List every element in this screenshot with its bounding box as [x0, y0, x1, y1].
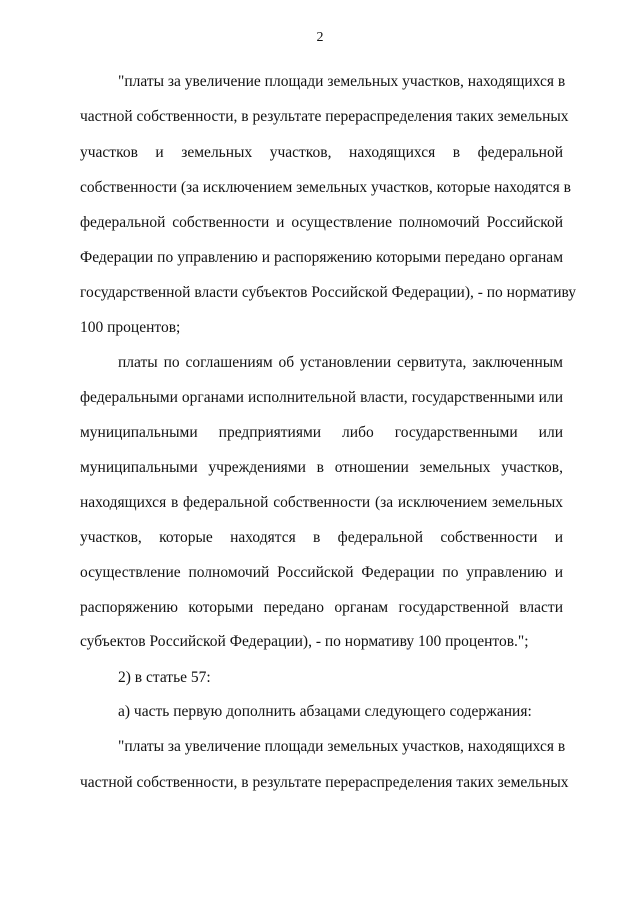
page-number: 2 [316, 30, 324, 45]
text-line: "платы за увеличение площади земельных участков, находящихся в [118, 73, 566, 90]
text-line: находящихся в федеральной собственности (за исключением земельных [80, 494, 563, 511]
text-line: осуществление полномочий Российской Федерации по управлению и [80, 564, 563, 581]
text-line: частной собственности, в результате перераспределения таких земельных [80, 774, 569, 791]
text-line: частной собственности, в результате перераспределения таких земельных [80, 108, 569, 125]
text-line: федеральными органами исполнительной власти, государственными или [80, 389, 563, 406]
text-line: Федерации по управлению и распоряжению которыми передано органам [80, 249, 563, 266]
text-line: федеральной собственности и осуществление полномочий Российской [80, 214, 563, 231]
text-line: муниципальными учреждениями в отношении земельных участков, [80, 459, 563, 476]
text-line: а) часть первую дополнить абзацами следующего содержания: [118, 703, 532, 720]
text-line: 100 процентов; [80, 319, 181, 336]
text-line: "платы за увеличение площади земельных участков, находящихся в [118, 738, 566, 755]
text-line: участков, которые находятся в федеральной собственности и [80, 529, 563, 546]
text-line: распоряжению которыми передано органам государственной власти [80, 599, 563, 616]
text-line: 2) в статье 57: [118, 669, 211, 686]
text-line: платы по соглашениям об установлении сервитута, заключенным [118, 354, 563, 371]
text-line: субъектов Российской Федерации), - по нормативу 100 процентов."; [80, 633, 529, 650]
text-line: муниципальными предприятиями либо государственными или [80, 424, 563, 441]
text-line: государственной власти субъектов Российской Федерации), - по нормативу [80, 284, 577, 301]
text-line: участков и земельных участков, находящихся в федеральной [80, 144, 563, 161]
text-line: собственности (за исключением земельных участков, которые находятся в [80, 179, 571, 196]
